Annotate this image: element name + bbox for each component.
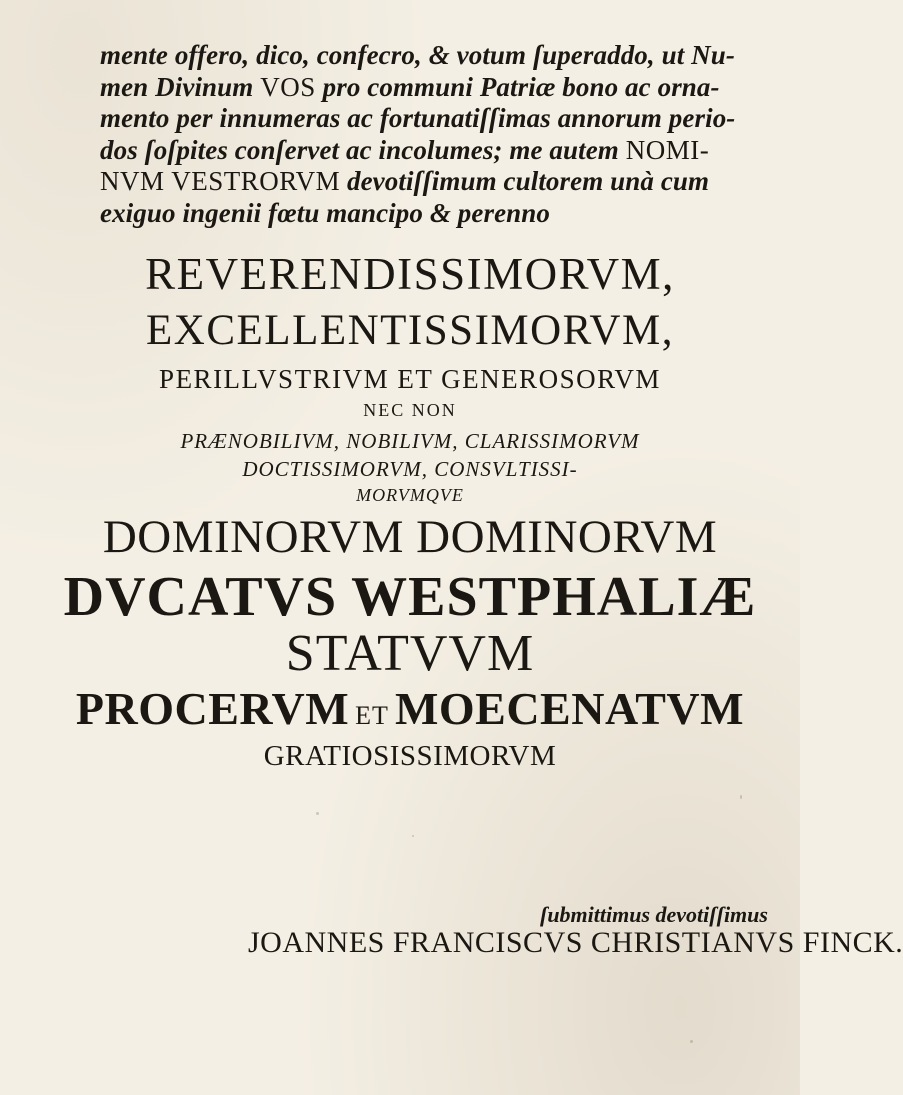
- paper-speck: [316, 812, 319, 815]
- title-procerum: PROCERVM: [75, 683, 350, 734]
- title-procerum-et-moecenatum: [60, 682, 760, 735]
- paper-speck: [740, 795, 742, 799]
- dedication-body-text: [100, 40, 800, 229]
- body-line-2: men Divinum VOS pro communi Patriæ bono ac orna-: [100, 71, 720, 102]
- title-reverendissimorum: REVERENDISSIMORVM,: [145, 249, 675, 299]
- body-line-1: mente offero, dico, confecro, & votum ſuperaddo, ut Nu-: [100, 40, 735, 70]
- title-praenobilium: PRÆNOBILIVM, NOBILIVM, CLARISSIMORVM: [180, 429, 640, 453]
- title-excellentissimorum: EXCELLENTISSIMORVM,: [146, 307, 674, 354]
- paper-speck: [412, 835, 414, 837]
- signature-name: JOANNES FRANCISCVS CHRISTIANVS FINCK.: [248, 926, 903, 959]
- body-line-5: NVM VESTRORVM devotiſſimum cultorem unà cum: [100, 166, 710, 196]
- paper-speck: [690, 1040, 693, 1043]
- body-line-3: mento per innumeras ac fortunatiſſimas annorum perio-: [100, 103, 736, 133]
- title-morumque: MORVMQVE: [356, 485, 464, 505]
- body-line-4: dos ſoſpites conſervet ac incolumes; me autem NOMI-: [100, 134, 710, 165]
- title-doctissimorum: DOCTISSIMORVM, CONSVLTISSI-: [242, 457, 578, 481]
- title-dominorum: DOMINORVM DOMINORVM: [102, 511, 718, 563]
- signature-subscript: ſubmittimus devotiſſimus: [540, 902, 768, 927]
- title-gratiosissimorum: GRATIOSISSIMORVM: [263, 740, 557, 772]
- body-line-6: exiguo ingenii fœtu mancipo & perenno: [100, 197, 551, 228]
- title-statuum: STATVVM: [285, 625, 535, 682]
- title-nec-non: NEC NON: [363, 400, 457, 420]
- title-perillustrium: PERILLVSTRIVM ET GENEROSORVM: [159, 364, 661, 394]
- title-moecenatum: MOECENATVM: [394, 683, 745, 734]
- title-ducatus-westphaliae: DVCATVS WESTPHALIÆ: [63, 566, 757, 628]
- title-et: ET: [355, 701, 389, 730]
